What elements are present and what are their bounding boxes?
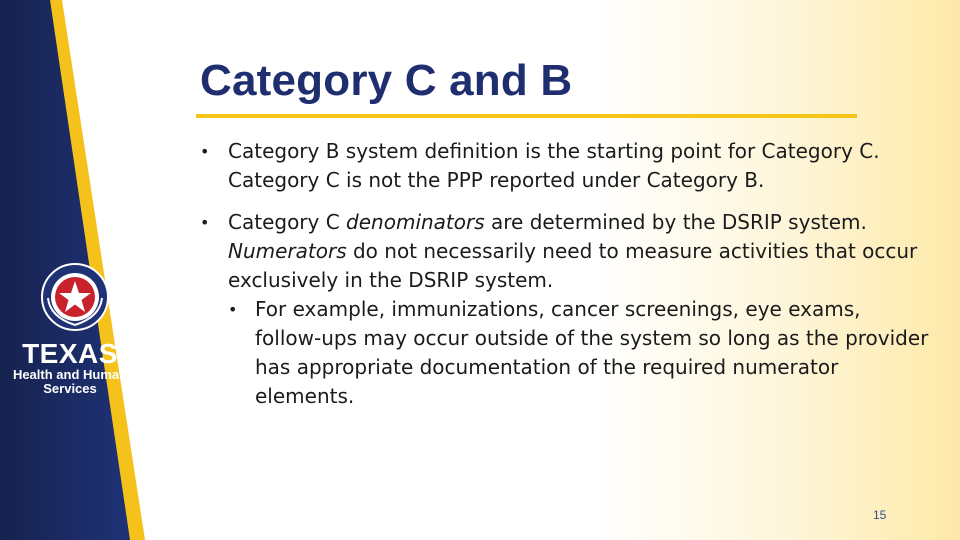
sub-bullet-item (228, 295, 930, 411)
sub-bullet-text: For example, immunizations, cancer screenings, eye exams, follow-ups may occur outside of the system so long as the provider has appropriate documentation of the required numerator elements. (255, 297, 929, 408)
texas-seal-icon (40, 262, 110, 332)
bullet-text-part: Category C (228, 210, 347, 234)
bullet-text-emphasis: Numerators (228, 239, 347, 263)
bullet-text-emphasis: denominators (346, 210, 485, 234)
slide-body (200, 137, 930, 411)
logo-line-health-and-human: Health and Human (12, 367, 128, 382)
slide-title: Category C and B (200, 56, 573, 105)
title-underline (196, 114, 857, 118)
bullet-item (200, 208, 930, 411)
bullet-text: Category B system definition is the starting point for Category C. Category C is not the PPP reported under Category B. (228, 139, 880, 192)
bullet-dot-icon: • (200, 142, 210, 161)
bullet-text (228, 210, 917, 292)
bullet-dot-icon: • (200, 213, 210, 232)
bullet-text-part: are determined by the DSRIP system. (484, 210, 867, 234)
logo-line-texas: TEXAS (22, 338, 118, 369)
sub-bullet-dot-icon: • (228, 300, 238, 319)
bullet-text-part: do not necessarily need to measure activities that occur exclusively in the DSRIP system. (228, 239, 918, 292)
page-number: 15 (873, 508, 887, 522)
bullet-item (200, 137, 930, 195)
logo-line-services: Services (43, 381, 97, 396)
